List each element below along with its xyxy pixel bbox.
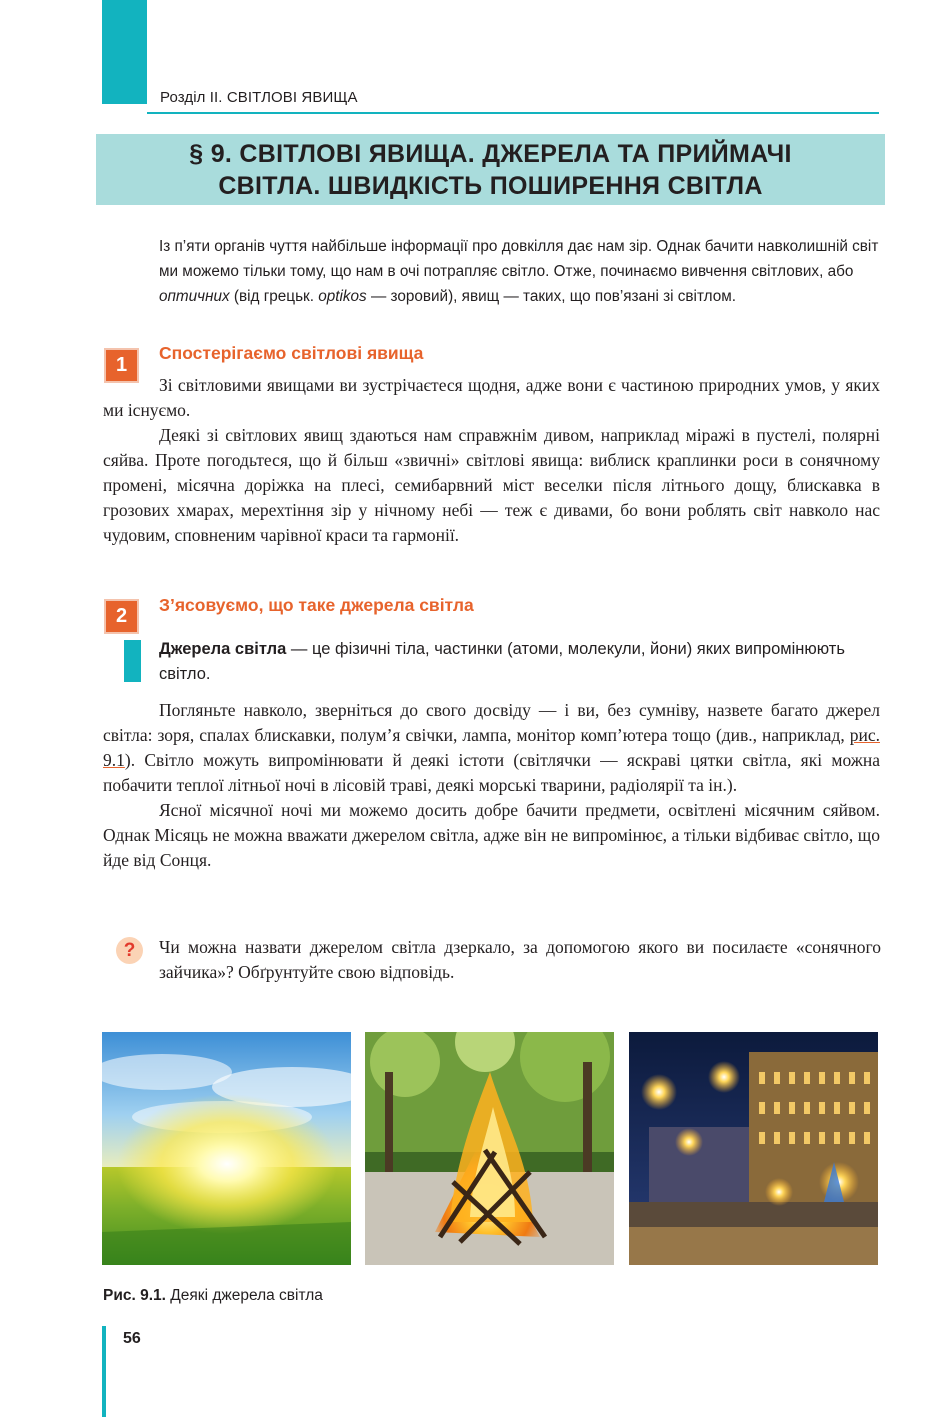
question-icon: ? bbox=[116, 937, 143, 964]
intro-text-2: (від грецьк. bbox=[229, 288, 319, 305]
section-2-body bbox=[103, 698, 880, 873]
definition-term: Джерела світла bbox=[159, 640, 287, 658]
intro-italic-1: оптичних bbox=[159, 288, 230, 305]
title-line-2: СВІТЛА. ШВИДКІСТЬ ПОШИРЕННЯ СВІТЛА bbox=[218, 172, 763, 200]
section-1-body bbox=[103, 373, 880, 548]
definition-text: — це фізичні тіла, частинки (атоми, молекули, йони) яких випромінюють світло. bbox=[159, 640, 845, 683]
question-text: Чи можна назвати джерелом світла дзеркало, за допомогою якого ви посилаєте «сонячного зайчика»? Обґрунтуйте свою відповідь. bbox=[159, 937, 881, 982]
intro-italic-2: optikos bbox=[318, 288, 367, 305]
header-rule bbox=[147, 112, 879, 114]
section-2-title: З’ясовуємо, що таке джерела світла bbox=[159, 595, 474, 615]
intro-text-1: Із п’яти органів чуття найбільше інформації про довкілля дає нам зір. Однак бачити навколишній світ ми можемо тільки тому, що нам в очі потрапляє світло. Отже, починаємо вивчення світлових, або bbox=[159, 238, 879, 280]
paragraph: Ясної місячної ночі ми можемо досить добре бачити предмети, освітлені місячним сяйвом. Однак Місяць не можна вважати джерелом світла, адже він не випромінює, а тільки відбиває світло, що йде від Сонця. bbox=[103, 800, 880, 870]
section-number-badge: 1 bbox=[106, 350, 137, 381]
figure-reference-link[interactable]: рис. 9.1 bbox=[103, 725, 880, 770]
title-line-1: § 9. СВІТЛОВІ ЯВИЩА. ДЖЕРЕЛА ТА ПРИЙМАЧІ bbox=[189, 140, 792, 168]
section-heading: Розділ ІІ. СВІТЛОВІ ЯВИЩА bbox=[160, 89, 358, 106]
photo-sunrise-field bbox=[102, 1032, 351, 1265]
section-number-badge: 2 bbox=[106, 601, 137, 632]
intro-text-3: — зоровий), явищ — таких, що пов’язані зі світлом. bbox=[366, 288, 737, 305]
paragraph: Деякі зі світлових явищ здаються нам справжнім дивом, наприклад міражі в пустелі, полярні сяйва. Проте погодьтеся, що й більш «звичні» світлові явища: виблиск краплинки роси в сонячному промені, місячна доріжка на плесі, семибарвний міст веселки після літнього дощу, блискавка в грозових хмарах, мерехтіння зір у нічному небі — теж є дивами, бо вони роблять світ навколо нас чудовим, сповненим чарівної краси та гармонії. bbox=[103, 425, 880, 545]
paragraph-text: Погляньте навколо, зверніться до свого досвіду — і ви, без сумніву, назвете багато джерел світла: зоря, спалах блискавки, полум’я свічки, лампа, монітор комп’ютера тощо (див., наприклад, bbox=[103, 700, 880, 745]
section-1-title: Спостерігаємо світлові явища bbox=[159, 343, 424, 363]
paragraph: Зі світловими явищами ви зустрічаєтеся щодня, адже вони є частиною природних умов, у яких ми існуємо. bbox=[103, 375, 880, 420]
figure-label: Рис. 9.1. bbox=[103, 1287, 166, 1304]
paragraph-text: ). Світло можуть випромінювати й деякі істоти (світлячки — яскраві цятки світла, які можна побачити теплої літньої ночі в лісовій траві, деякі морські тварини, радіолярії та ін.). bbox=[103, 750, 880, 795]
header-accent-block bbox=[102, 0, 147, 104]
definition-box bbox=[159, 637, 881, 687]
figure-caption-text: Деякі джерела світла bbox=[165, 1287, 323, 1304]
figure-caption bbox=[103, 1287, 323, 1305]
page-title bbox=[96, 138, 885, 202]
page-number: 56 bbox=[123, 1330, 141, 1347]
definition-marker bbox=[124, 640, 141, 682]
photo-campfire bbox=[365, 1032, 614, 1265]
paragraph bbox=[103, 698, 880, 798]
intro-paragraph bbox=[159, 234, 881, 309]
page-number-bar bbox=[102, 1326, 106, 1417]
photo-night-city bbox=[629, 1032, 878, 1265]
